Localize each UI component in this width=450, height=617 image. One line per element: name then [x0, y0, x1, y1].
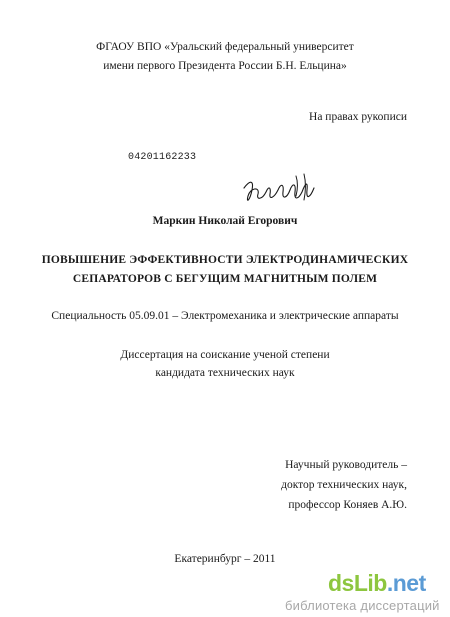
degree-line-1: Диссертация на соискание ученой степени — [120, 349, 330, 361]
manuscript-rights-label: На правах рукописи — [309, 111, 407, 123]
signature-icon — [238, 170, 328, 210]
registry-code: 04201162233 — [128, 152, 197, 163]
advisor-line-3: профессор Коняев А.Ю. — [288, 499, 407, 511]
author-name: Маркин Николай Егорович — [152, 215, 298, 227]
specialty-line: Специальность 05.09.01 – Электромеханика и электрические аппараты — [51, 310, 399, 322]
watermark — [328, 570, 426, 597]
dissertation-title-line-2: СЕПАРАТОРОВ С БЕГУЩИМ МАГНИТНЫМ ПОЛЕМ — [72, 273, 378, 285]
watermark-logo — [328, 570, 426, 597]
organization-line-2: имени первого Президента России Б.Н. Ельцина» — [103, 60, 347, 72]
advisor-line-2: доктор технических наук, — [281, 479, 407, 491]
dissertation-title-line-1: ПОВЫШЕНИЕ ЭФФЕКТИВНОСТИ ЭЛЕКТРОДИНАМИЧЕСКИХ — [41, 254, 409, 266]
advisor-line-1: Научный руководитель – — [285, 459, 407, 471]
place-and-year: Екатеринбург – 2011 — [174, 553, 276, 565]
watermark-subtitle: библиотека диссертаций — [285, 598, 440, 613]
degree-line-2: кандидата технических наук — [155, 367, 295, 379]
watermark-logo-prefix: dsLib — [328, 570, 387, 596]
organization-line-1: ФГАОУ ВПО «Уральский федеральный университет — [96, 41, 354, 53]
watermark-logo-suffix: .net — [386, 570, 426, 596]
